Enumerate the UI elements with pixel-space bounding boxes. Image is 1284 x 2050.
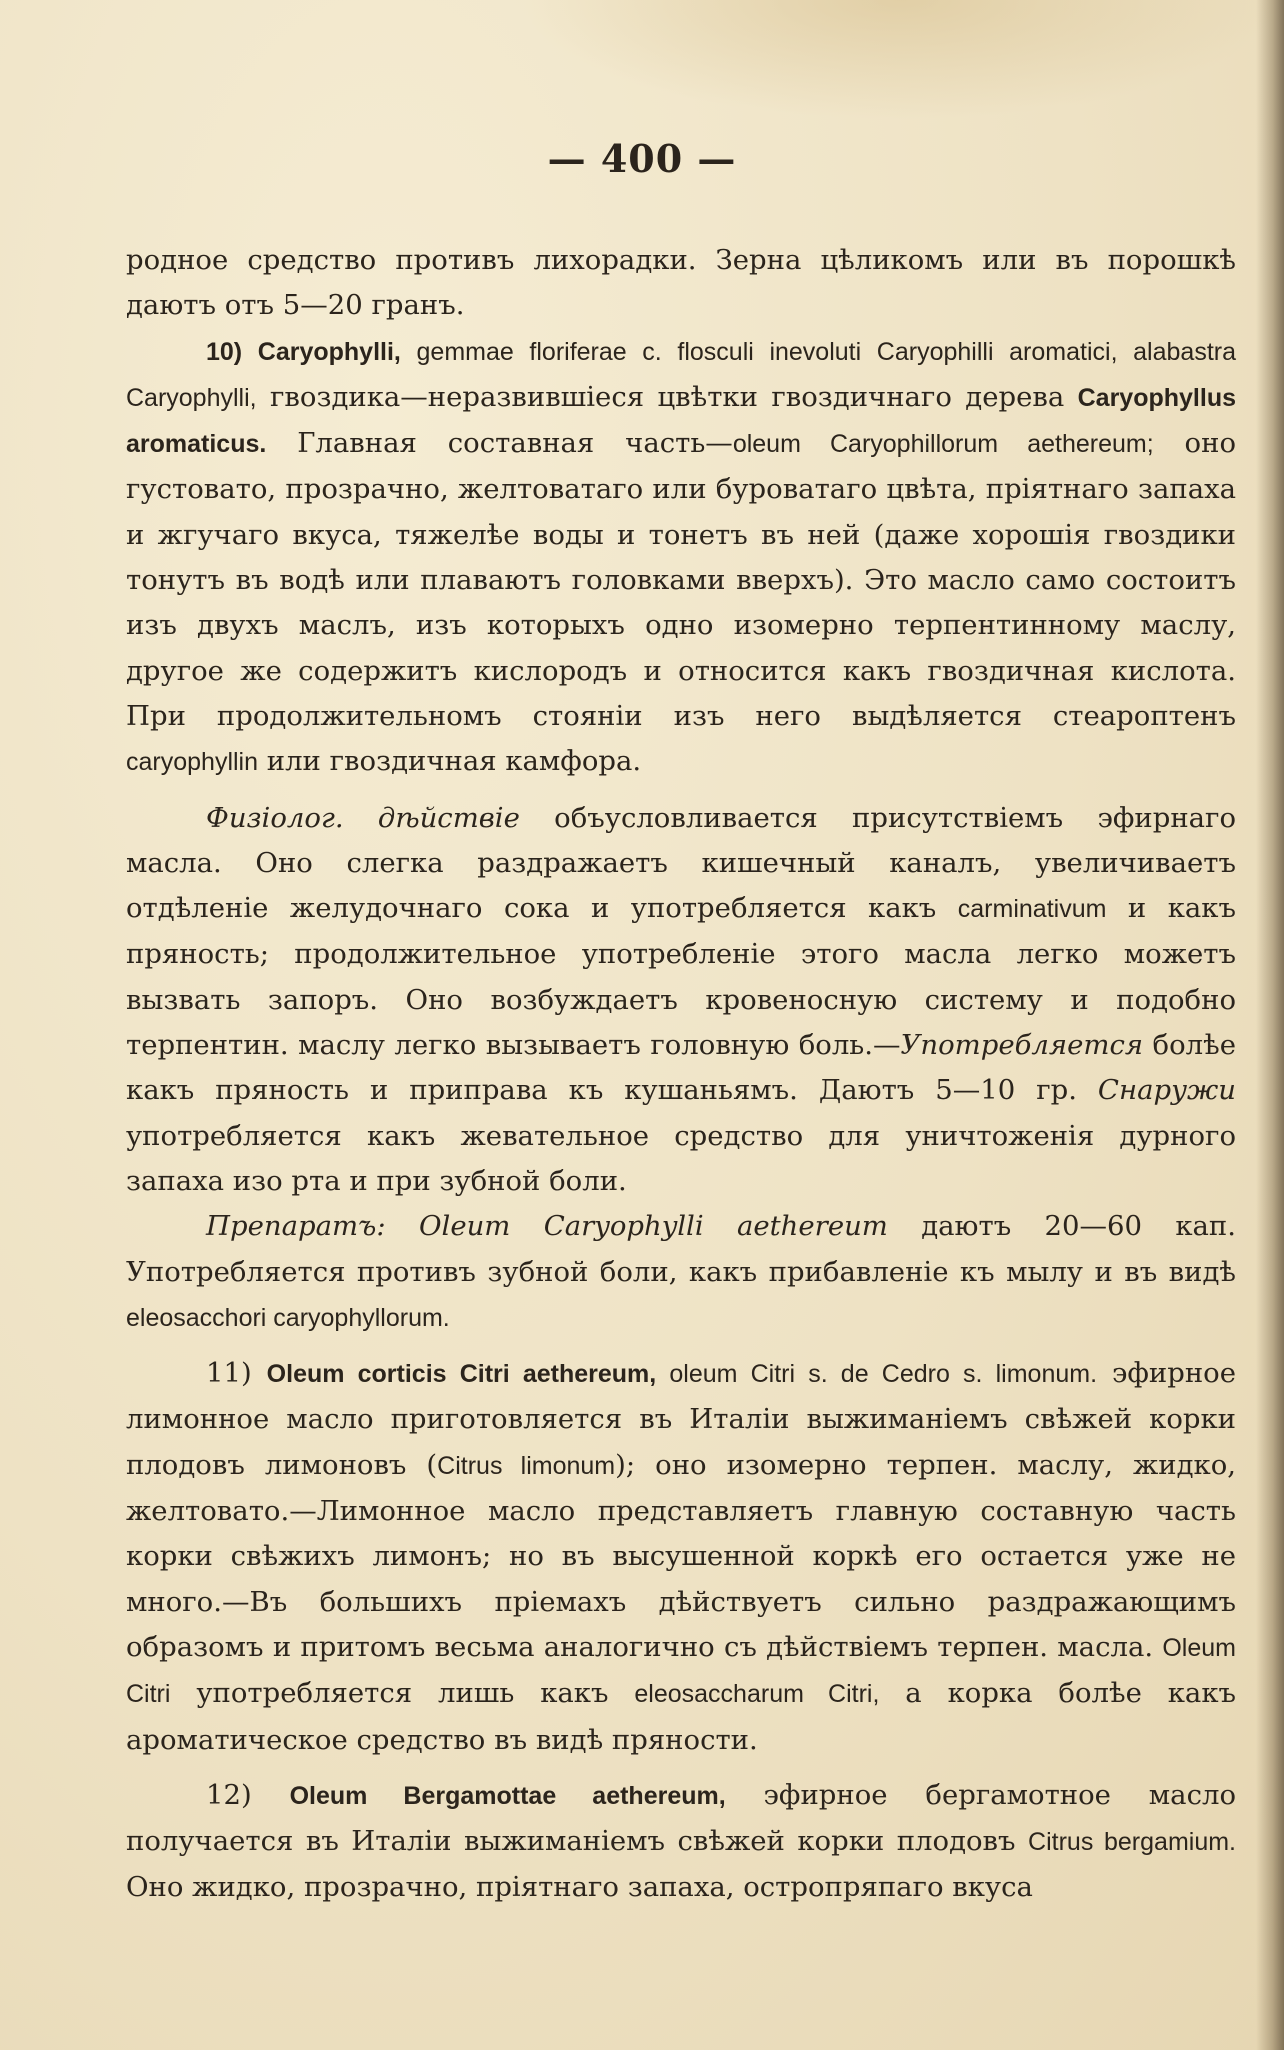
text-run: Caryophyllus aromaticus. — [126, 383, 1236, 459]
paragraph — [126, 1351, 1236, 1763]
paragraph — [126, 1204, 1236, 1341]
text-run: gemmae floriferae c. flosculi inevoluti Caryophilli aromatici, alabastra Caryophylli, — [126, 337, 1236, 412]
text-run: Oleum Citri — [126, 1633, 1236, 1709]
text-run: eleosacchori caryophyllorum. — [126, 1303, 450, 1332]
text-run — [386, 1210, 419, 1242]
text-run: Главная составная часть— — [266, 427, 733, 460]
text-run: гвоздика—неразвившiеся цвѣтки гвоздичнаго дерева — [256, 380, 1078, 413]
paragraph — [126, 329, 1236, 786]
text-run: эфирное бергамотное масло получается въ Италiи выжиманiемъ свѣжей корки плодовъ — [126, 1778, 1237, 1858]
text-run: и какъ пряность; продолжительное употребленiе этого масла легко можетъ вызвать запоръ. Оно возбуждаетъ кровеносную систему и подобно терпентин. маслу легко вызываетъ головную боль.— — [126, 892, 1236, 1062]
text-run: Oleum corticis Citri aethereum, — [266, 1360, 657, 1389]
text-run: Оно жидко, прозрачно, прiятнаго запаха, остропряпаго вкуса — [126, 1871, 1033, 1904]
paragraph — [126, 796, 1236, 1205]
text-run: употребляется лишь какъ — [170, 1677, 635, 1710]
text-run: Препаратъ: — [206, 1210, 386, 1243]
text-run: 11) — [206, 1357, 267, 1390]
text-run: 10) — [206, 337, 258, 366]
page-body-text — [126, 238, 1236, 1911]
text-run: или гвоздичная камфора. — [258, 745, 642, 778]
text-run: а корка болѣе какъ ароматическое средство въ видѣ пряности. — [126, 1677, 1237, 1756]
text-run: 12) — [206, 1778, 290, 1811]
text-run: Citrus limonum — [437, 1451, 616, 1480]
paragraph — [126, 1773, 1236, 1911]
text-run: болѣе какъ пряность и приправа къ кушаньямъ. Даютъ 5—10 гр. — [126, 1029, 1236, 1107]
page-number: — 400 — — [547, 136, 737, 181]
text-run: Снаружи — [1097, 1074, 1236, 1107]
text-run: eleosaccharum Citri, — [634, 1680, 880, 1709]
text-run: родное средство противъ лихорадки. Зерна цѣликомъ или въ порошкѣ даютъ отъ 5—20 гранъ. — [126, 244, 1236, 322]
text-run: объусловливается присутствiемъ эфирнаго масла. Оно слегка раздражаетъ кишечный каналъ, увеличиваетъ отдѣленiе желудочнаго сока и употребляется какъ — [126, 801, 1237, 925]
text-run: оно густовато, прозрачно, желтоватаго или буроватаго цвѣта, прiятнаго запаха и жгучаго вкуса, тяжелѣе воды и тонетъ въ ней (даже хорошiя гвоздики тонутъ въ водѣ или плаваютъ головками вверхъ). Это масло само состоитъ изъ двухъ маслъ, изъ которыхъ одно изомерно терпентинному маслу, другое же содержитъ кислородъ и относится какъ гвоздичная кислота. При продолжительномъ стоянiи изъ него выдѣляется стеароптенъ — [126, 427, 1236, 732]
text-run: ); оно изомерно терпен. маслу, жидко, желтовато.—Лимонное масло представляетъ главную составную часть корки свѣжихъ лимонъ; но въ высушенной коркѣ его остается уже не много.—Въ большихъ прiемахъ дѣйствуетъ сильно раздражающимъ образомъ и притомъ весьма аналогично съ дѣйствiемъ терпен. масла. — [126, 1448, 1236, 1663]
text-run: Oleum Caryophylli aethereum — [418, 1210, 888, 1243]
text-run: oleum Citri s. de Cedro s. limonum. — [656, 1360, 1098, 1389]
text-run: употребляется какъ жевательное средство для уничтоженiя дурного запаха изо рта и при зубной боли. — [126, 1119, 1236, 1197]
text-run: Oleum Bergamottae aethereum, — [289, 1781, 726, 1810]
paragraph — [126, 238, 1236, 329]
text-run: oleum Caryophillorum aethereum; — [732, 430, 1154, 459]
text-run: Употребляется — [900, 1029, 1144, 1062]
text-run: эфирное лимонное масло приготовляется въ Италiи выжиманiемъ свѣжей корки плодовъ лимоновъ ( — [126, 1357, 1236, 1481]
text-run: Caryophylli, — [257, 337, 401, 366]
text-run: Citrus bergamium. — [1028, 1828, 1236, 1857]
text-run: даютъ 20—60 кап. Употребляется противъ зубной боли, какъ прибавленiе къ мылу и въ видѣ — [126, 1210, 1237, 1288]
text-run: carminativum — [957, 895, 1107, 924]
text-run: Физiолог. дѣйствiе — [206, 801, 520, 834]
text-run: caryophyllin — [126, 748, 259, 777]
